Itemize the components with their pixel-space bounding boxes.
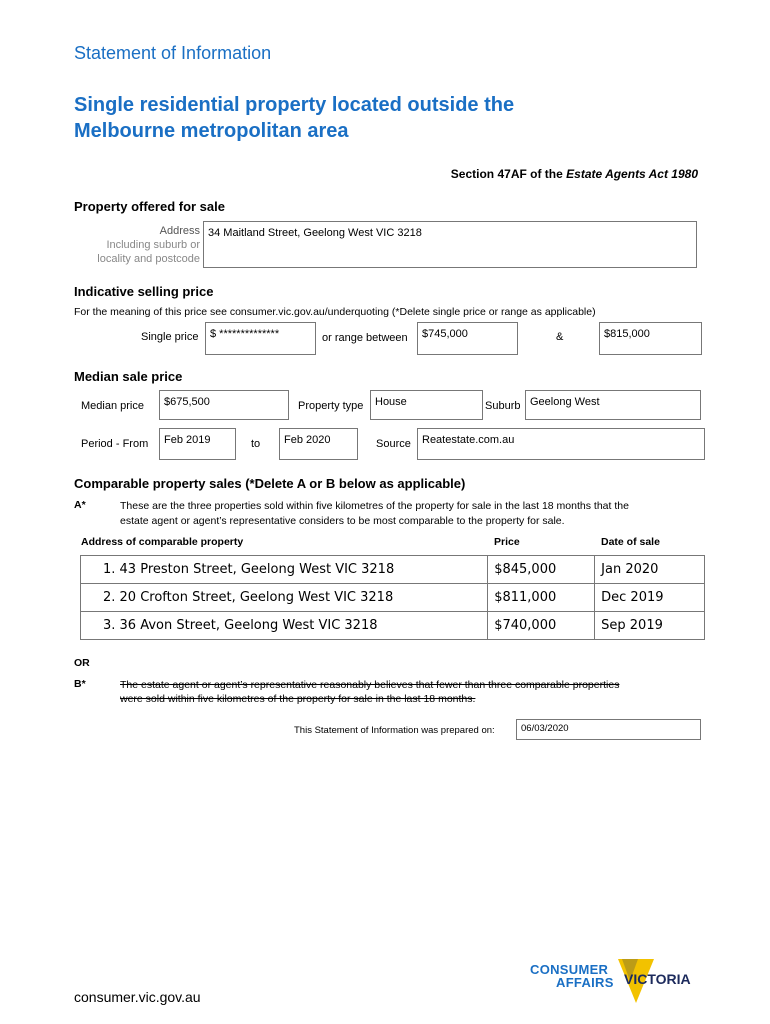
page-title	[74, 92, 674, 144]
period-to-label: to	[251, 438, 261, 450]
prepared-date-field[interactable]: 06/03/2020	[516, 719, 701, 740]
comparable-date[interactable]: Sep 2019	[595, 612, 705, 640]
table-row	[81, 556, 705, 584]
period-from-label: Period - From	[81, 438, 149, 450]
median-heading: Median sale price	[74, 369, 183, 384]
comparable-price[interactable]: $740,000	[488, 612, 595, 640]
act-name: Estate Agents Act 1980	[566, 167, 698, 181]
range-high-field[interactable]: $815,000	[599, 322, 702, 355]
median-price-field[interactable]: $675,500	[159, 390, 289, 420]
suburb-field[interactable]: Geelong West	[525, 390, 701, 420]
comparable-date[interactable]: Jan 2020	[595, 556, 705, 584]
address-field[interactable]: 34 Maitland Street, Geelong West VIC 3218	[203, 221, 697, 268]
section-reference: Section 47AF of the Estate Agents Act 1980	[450, 167, 698, 181]
page-title-line1: Single residential property located outside the	[74, 94, 515, 116]
property-heading: Property offered for sale	[74, 199, 225, 214]
single-price-label: Single price	[141, 331, 199, 343]
option-a-marker: A*	[74, 499, 86, 511]
comparable-price[interactable]: $845,000	[488, 556, 595, 584]
comparable-address[interactable]: 1. 43 Preston Street, Geelong West VIC 3218	[81, 556, 488, 584]
consumer-affairs-victoria-logo	[528, 958, 706, 1008]
address-label: Address Including suburb or locality and postcode	[97, 225, 200, 265]
comparable-price[interactable]: $811,000	[488, 584, 595, 612]
document-title: Statement of Information	[74, 43, 272, 63]
table-row	[81, 612, 705, 640]
suburb-label: Suburb	[485, 400, 521, 412]
source-field[interactable]: Reatestate.com.au	[417, 428, 705, 460]
comparable-date[interactable]: Dec 2019	[595, 584, 705, 612]
source-label: Source	[376, 438, 411, 450]
comparable-heading: Comparable property sales (*Delete A or B below as applicable)	[74, 476, 466, 491]
option-a-text: These are the three properties sold within five kilometres of the property for sale in the last 18 months that the estate agent or agent’s representative considers to be most comparable to the property for sale.	[120, 500, 629, 527]
period-from-field[interactable]: Feb 2019	[159, 428, 236, 460]
property-type-field[interactable]: House	[370, 390, 483, 420]
range-low-field[interactable]: $745,000	[417, 322, 518, 355]
col-price-header: Price	[494, 536, 520, 548]
prepared-on-label: This Statement of Information was prepared on:	[294, 725, 495, 736]
indicative-heading: Indicative selling price	[74, 284, 214, 299]
col-address-header: Address of comparable property	[81, 536, 244, 548]
range-ampersand: &	[556, 331, 564, 343]
logo-victoria: VICTORIA	[624, 971, 691, 987]
single-price-field[interactable]: $ **************	[205, 322, 316, 355]
comparable-address[interactable]: 2. 20 Crofton Street, Geelong West VIC 3218	[81, 584, 488, 612]
property-type-label: Property type	[298, 400, 364, 412]
col-date-header: Date of sale	[601, 536, 660, 548]
comparable-table	[80, 555, 705, 640]
option-b-marker: B*	[74, 678, 86, 690]
table-row	[81, 584, 705, 612]
range-label: or range between	[322, 332, 408, 344]
indicative-note: For the meaning of this price see consumer.vic.gov.au/underquoting (*Delete single price or range as applicable)	[74, 306, 596, 318]
logo-affairs: AFFAIRS	[556, 975, 614, 990]
comparable-address[interactable]: 3. 36 Avon Street, Geelong West VIC 3218	[81, 612, 488, 640]
footer-url[interactable]: consumer.vic.gov.au	[74, 989, 201, 1005]
page-title-line2: Melbourne metropolitan area	[74, 120, 349, 142]
median-price-label: Median price	[81, 400, 144, 412]
option-b-text: The estate agent or agent’s representative reasonably believes that fewer than three comparable properties were sold within five kilometres of the property for sale in the last 18 months.	[120, 679, 620, 705]
or-label: OR	[74, 657, 90, 669]
period-to-field[interactable]: Feb 2020	[279, 428, 358, 460]
logo-consumer: CONSUMER	[530, 962, 609, 977]
